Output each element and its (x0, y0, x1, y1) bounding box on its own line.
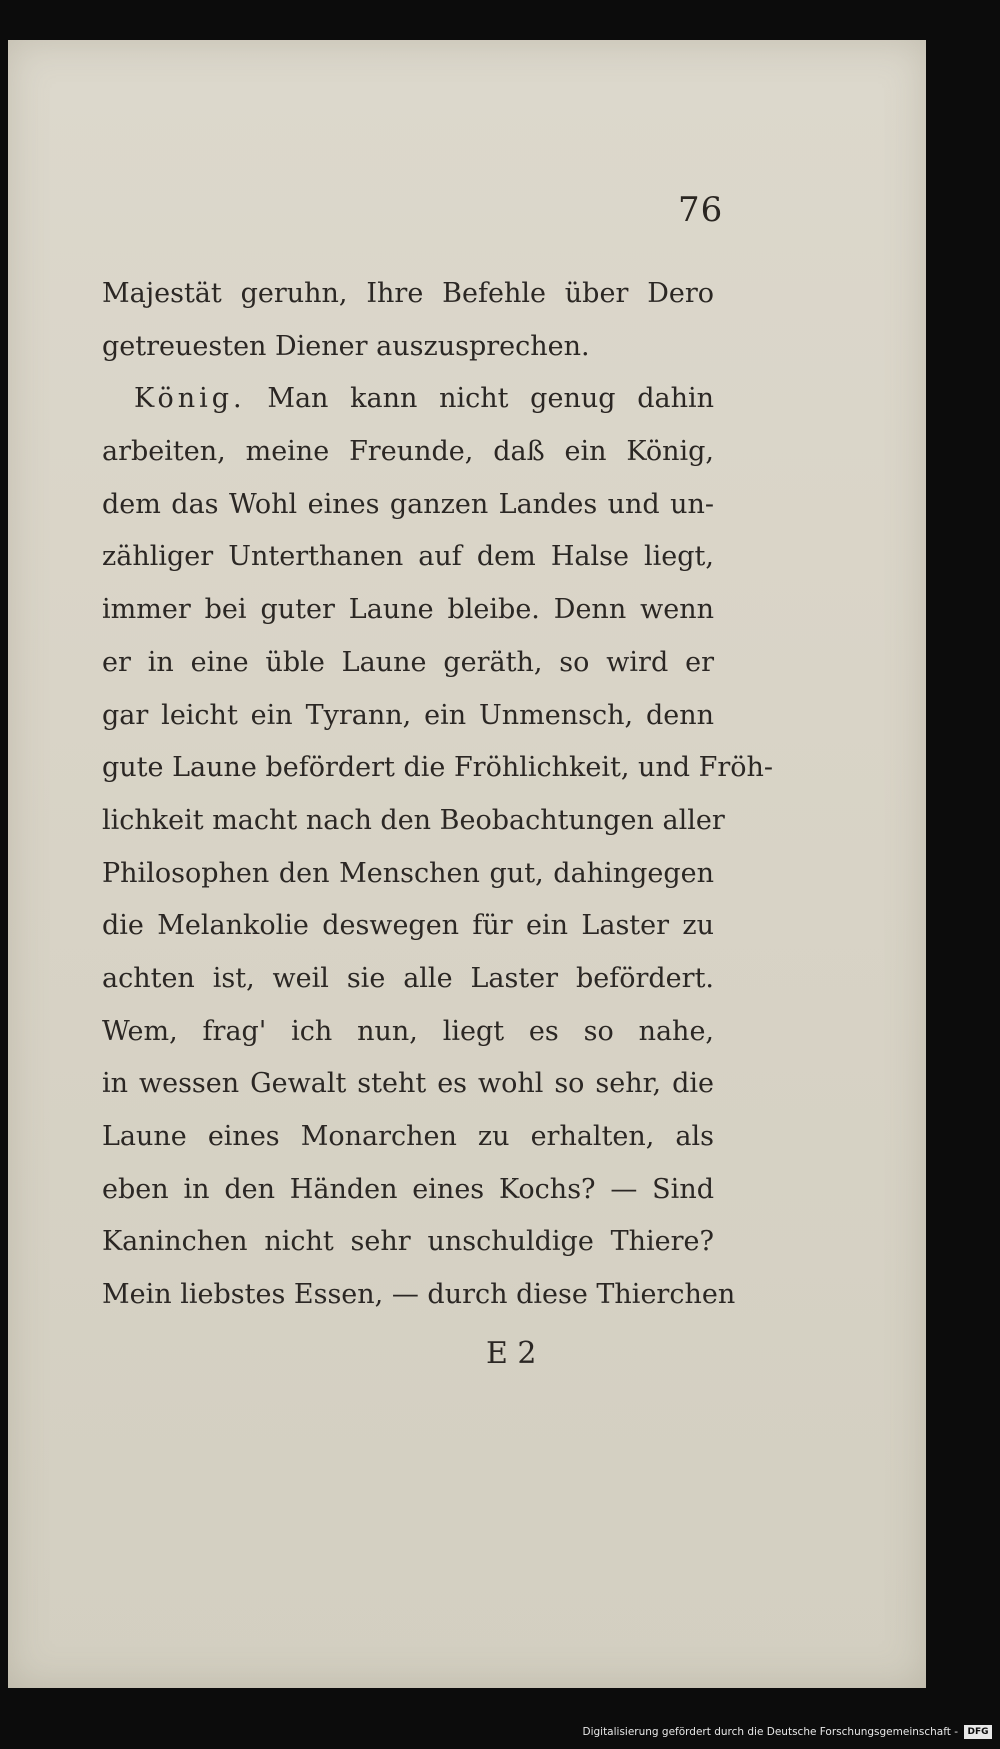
text-line: Kaninchen nicht sehr unschuldige Thiere? (102, 1226, 714, 1258)
text-line: eben in den Händen eines Kochs? — Sind (102, 1173, 714, 1205)
text-line: lichkeit macht nach den Beobachtungen aller (102, 804, 725, 836)
text-line: die Melankolie deswegen für ein Laster zu (102, 910, 714, 942)
text-line: Wem, frag' ich nun, liegt es so nahe, (102, 1015, 714, 1047)
page-text (102, 268, 774, 1322)
text-line: Philosophen den Menschen gut, dahingegen (102, 857, 714, 889)
signature-mark: E 2 (486, 1336, 537, 1371)
text-line: Mein liebstes Essen, — durch diese Thierchen (102, 1279, 736, 1311)
funding-credit: Digitalisierung gefördert durch die Deutsche Forschungsgemeinschaft - (582, 1726, 958, 1738)
book-page (8, 40, 926, 1688)
text-line: zähliger Unterthanen auf dem Halse liegt, (102, 541, 714, 573)
text-line: Man kann nicht genug dahin (267, 383, 715, 415)
text-line: gar leicht ein Tyrann, ein Unmensch, denn (102, 699, 714, 731)
dfg-logo: DFG (964, 1725, 992, 1739)
speaker-name: König. (134, 383, 246, 415)
text-line: achten ist, weil sie alle Laster befördert. (102, 962, 714, 994)
text-line: immer bei guter Laune bleibe. Denn wenn (102, 594, 714, 626)
text-line: er in eine üble Laune geräth, so wird er (102, 646, 714, 678)
footer (582, 1719, 992, 1745)
text-line: getreuesten Diener auszusprechen. (102, 330, 590, 362)
text-line: dem das Wohl eines ganzen Landes und un- (102, 488, 714, 520)
page-number: 76 (678, 190, 724, 230)
text-line: arbeiten, meine Freunde, daß ein König, (102, 436, 714, 468)
text-line: Laune eines Monarchen zu erhalten, als (102, 1121, 714, 1152)
text-line: in wessen Gewalt steht es wohl so sehr, die (102, 1068, 714, 1100)
text-line: gute Laune befördert die Fröhlichkeit, und Fröh- (102, 752, 774, 784)
speech-line (102, 373, 714, 426)
text-line: Majestät geruhn, Ihre Befehle über Dero (102, 278, 714, 309)
